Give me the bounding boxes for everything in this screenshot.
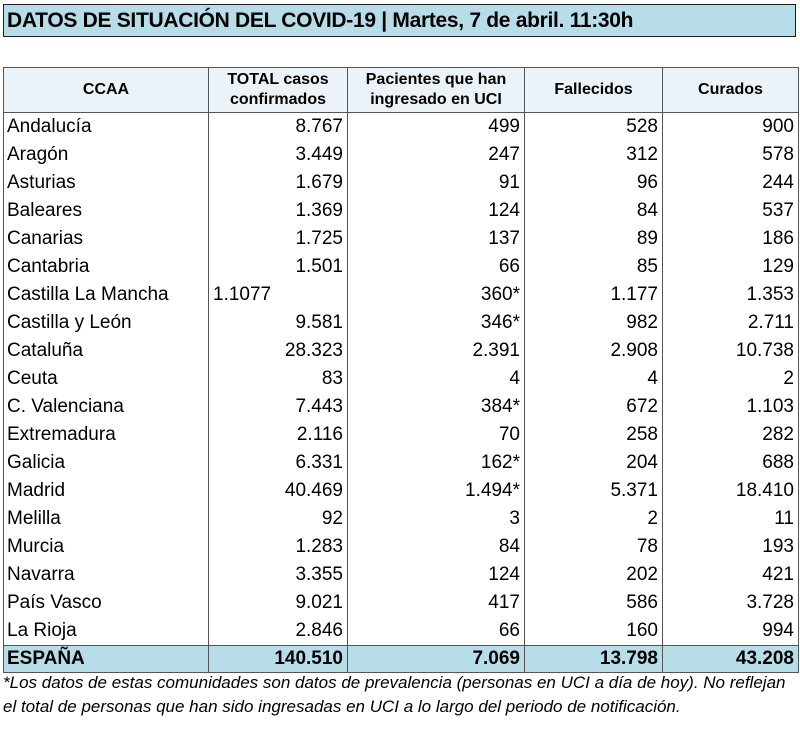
curados-cell: 18.410 [663, 477, 799, 505]
uci-cell: 66 [348, 253, 525, 281]
curados-cell: 578 [663, 141, 799, 169]
uci-cell: 499 [348, 113, 525, 142]
fallecidos-cell: 2 [525, 505, 663, 533]
total-casos-cell: 9.021 [209, 589, 348, 617]
table-row [4, 253, 799, 281]
region-name: Ceuta [4, 365, 209, 393]
curados-cell: 900 [663, 113, 799, 142]
total-casos-cell: 1.725 [209, 225, 348, 253]
total-casos-cell: 8.767 [209, 113, 348, 142]
fallecidos-cell: 586 [525, 589, 663, 617]
curados-cell: 186 [663, 225, 799, 253]
document-title: DATOS DE SITUACIÓN DEL COVID-19 | Martes, 7 de abril. 11:30h [3, 4, 796, 37]
uci-cell: 247 [348, 141, 525, 169]
fallecidos-cell: 528 [525, 113, 663, 142]
fallecidos-cell: 672 [525, 393, 663, 421]
table-row [4, 505, 799, 533]
footnote: *Los datos de estas comunidades son datos de prevalencia (personas en UCI a día de hoy). No reflejan el total de personas que han sido ingresadas en UCI a lo largo del periodo de notificación. [3, 673, 786, 716]
uci-cell: 124 [348, 197, 525, 225]
region-name: Aragón [4, 141, 209, 169]
uci-cell: 3 [348, 505, 525, 533]
table-header-row [4, 68, 799, 113]
fallecidos-cell: 204 [525, 449, 663, 477]
table-row [4, 533, 799, 561]
table-row [4, 309, 799, 337]
fallecidos-cell: 4 [525, 365, 663, 393]
uci-cell: 4 [348, 365, 525, 393]
region-name: La Rioja [4, 617, 209, 646]
table-row [4, 477, 799, 505]
total-row [4, 646, 799, 673]
curados-cell: 10.738 [663, 337, 799, 365]
uci-cell: 70 [348, 421, 525, 449]
curados-cell: 129 [663, 253, 799, 281]
region-name: Extremadura [4, 421, 209, 449]
curados-cell: 688 [663, 449, 799, 477]
fallecidos-cell: 982 [525, 309, 663, 337]
total-fallecidos: 13.798 [525, 646, 663, 673]
curados-cell: 1.353 [663, 281, 799, 309]
total-casos-cell: 1.283 [209, 533, 348, 561]
curados-cell: 2 [663, 365, 799, 393]
table-row [4, 365, 799, 393]
header-total-casos: TOTAL casos confirmados [209, 68, 348, 113]
uci-cell: 417 [348, 589, 525, 617]
fallecidos-cell: 5.371 [525, 477, 663, 505]
table-row [4, 589, 799, 617]
header-fallecidos: Fallecidos [525, 68, 663, 113]
total-name: ESPAÑA [4, 646, 209, 673]
curados-cell: 282 [663, 421, 799, 449]
fallecidos-cell: 202 [525, 561, 663, 589]
uci-cell: 2.391 [348, 337, 525, 365]
uci-cell: 1.494* [348, 477, 525, 505]
fallecidos-cell: 2.908 [525, 337, 663, 365]
covid-data-table [3, 67, 799, 673]
uci-cell: 137 [348, 225, 525, 253]
table-row [4, 561, 799, 589]
table-row [4, 337, 799, 365]
curados-cell: 3.728 [663, 589, 799, 617]
total-uci: 7.069 [348, 646, 525, 673]
uci-cell: 84 [348, 533, 525, 561]
fallecidos-cell: 1.177 [525, 281, 663, 309]
table-row [4, 141, 799, 169]
total-casos-cell: 1.501 [209, 253, 348, 281]
fallecidos-cell: 160 [525, 617, 663, 646]
total-casos-cell: 1.1077 [209, 281, 348, 309]
curados-cell: 421 [663, 561, 799, 589]
total-casos-cell: 6.331 [209, 449, 348, 477]
region-name: Castilla La Mancha [4, 281, 209, 309]
curados-cell: 193 [663, 533, 799, 561]
table-row [4, 225, 799, 253]
region-name: Asturias [4, 169, 209, 197]
uci-cell: 124 [348, 561, 525, 589]
region-name: Madrid [4, 477, 209, 505]
table-row [4, 197, 799, 225]
region-name: Cantabria [4, 253, 209, 281]
total-casos-cell: 2.116 [209, 421, 348, 449]
total-casos-cell: 7.443 [209, 393, 348, 421]
curados-cell: 2.711 [663, 309, 799, 337]
uci-cell: 66 [348, 617, 525, 646]
uci-cell: 91 [348, 169, 525, 197]
table-row [4, 281, 799, 309]
curados-cell: 11 [663, 505, 799, 533]
curados-cell: 994 [663, 617, 799, 646]
total-casos-cell: 3.355 [209, 561, 348, 589]
region-name: Murcia [4, 533, 209, 561]
region-name: Galicia [4, 449, 209, 477]
region-name: País Vasco [4, 589, 209, 617]
uci-cell: 360* [348, 281, 525, 309]
total-casos-cell: 83 [209, 365, 348, 393]
header-curados: Curados [663, 68, 799, 113]
total-casos-cell: 3.449 [209, 141, 348, 169]
header-pacientes-uci: Pacientes que han ingresado en UCI [348, 68, 525, 113]
region-name: Melilla [4, 505, 209, 533]
fallecidos-cell: 78 [525, 533, 663, 561]
total-casos-cell: 1.679 [209, 169, 348, 197]
total-casos-cell: 2.846 [209, 617, 348, 646]
fallecidos-cell: 89 [525, 225, 663, 253]
total-casos-cell: 1.369 [209, 197, 348, 225]
curados-cell: 244 [663, 169, 799, 197]
total-casos-cell: 28.323 [209, 337, 348, 365]
table-row [4, 449, 799, 477]
region-name: Baleares [4, 197, 209, 225]
region-name: Canarias [4, 225, 209, 253]
fallecidos-cell: 85 [525, 253, 663, 281]
curados-cell: 537 [663, 197, 799, 225]
header-ccaa: CCAA [4, 68, 209, 113]
total-casos-cell: 92 [209, 505, 348, 533]
fallecidos-cell: 96 [525, 169, 663, 197]
total-casos: 140.510 [209, 646, 348, 673]
total-casos-cell: 40.469 [209, 477, 348, 505]
fallecidos-cell: 258 [525, 421, 663, 449]
fallecidos-cell: 312 [525, 141, 663, 169]
table-row [4, 617, 799, 646]
region-name: Andalucía [4, 113, 209, 142]
region-name: Cataluña [4, 337, 209, 365]
region-name: Castilla y León [4, 309, 209, 337]
total-curados: 43.208 [663, 646, 799, 673]
region-name: C. Valenciana [4, 393, 209, 421]
table-row [4, 169, 799, 197]
uci-cell: 346* [348, 309, 525, 337]
table-row [4, 393, 799, 421]
uci-cell: 162* [348, 449, 525, 477]
total-casos-cell: 9.581 [209, 309, 348, 337]
table-row [4, 421, 799, 449]
region-name: Navarra [4, 561, 209, 589]
uci-cell: 384* [348, 393, 525, 421]
table-row [4, 113, 799, 142]
fallecidos-cell: 84 [525, 197, 663, 225]
curados-cell: 1.103 [663, 393, 799, 421]
